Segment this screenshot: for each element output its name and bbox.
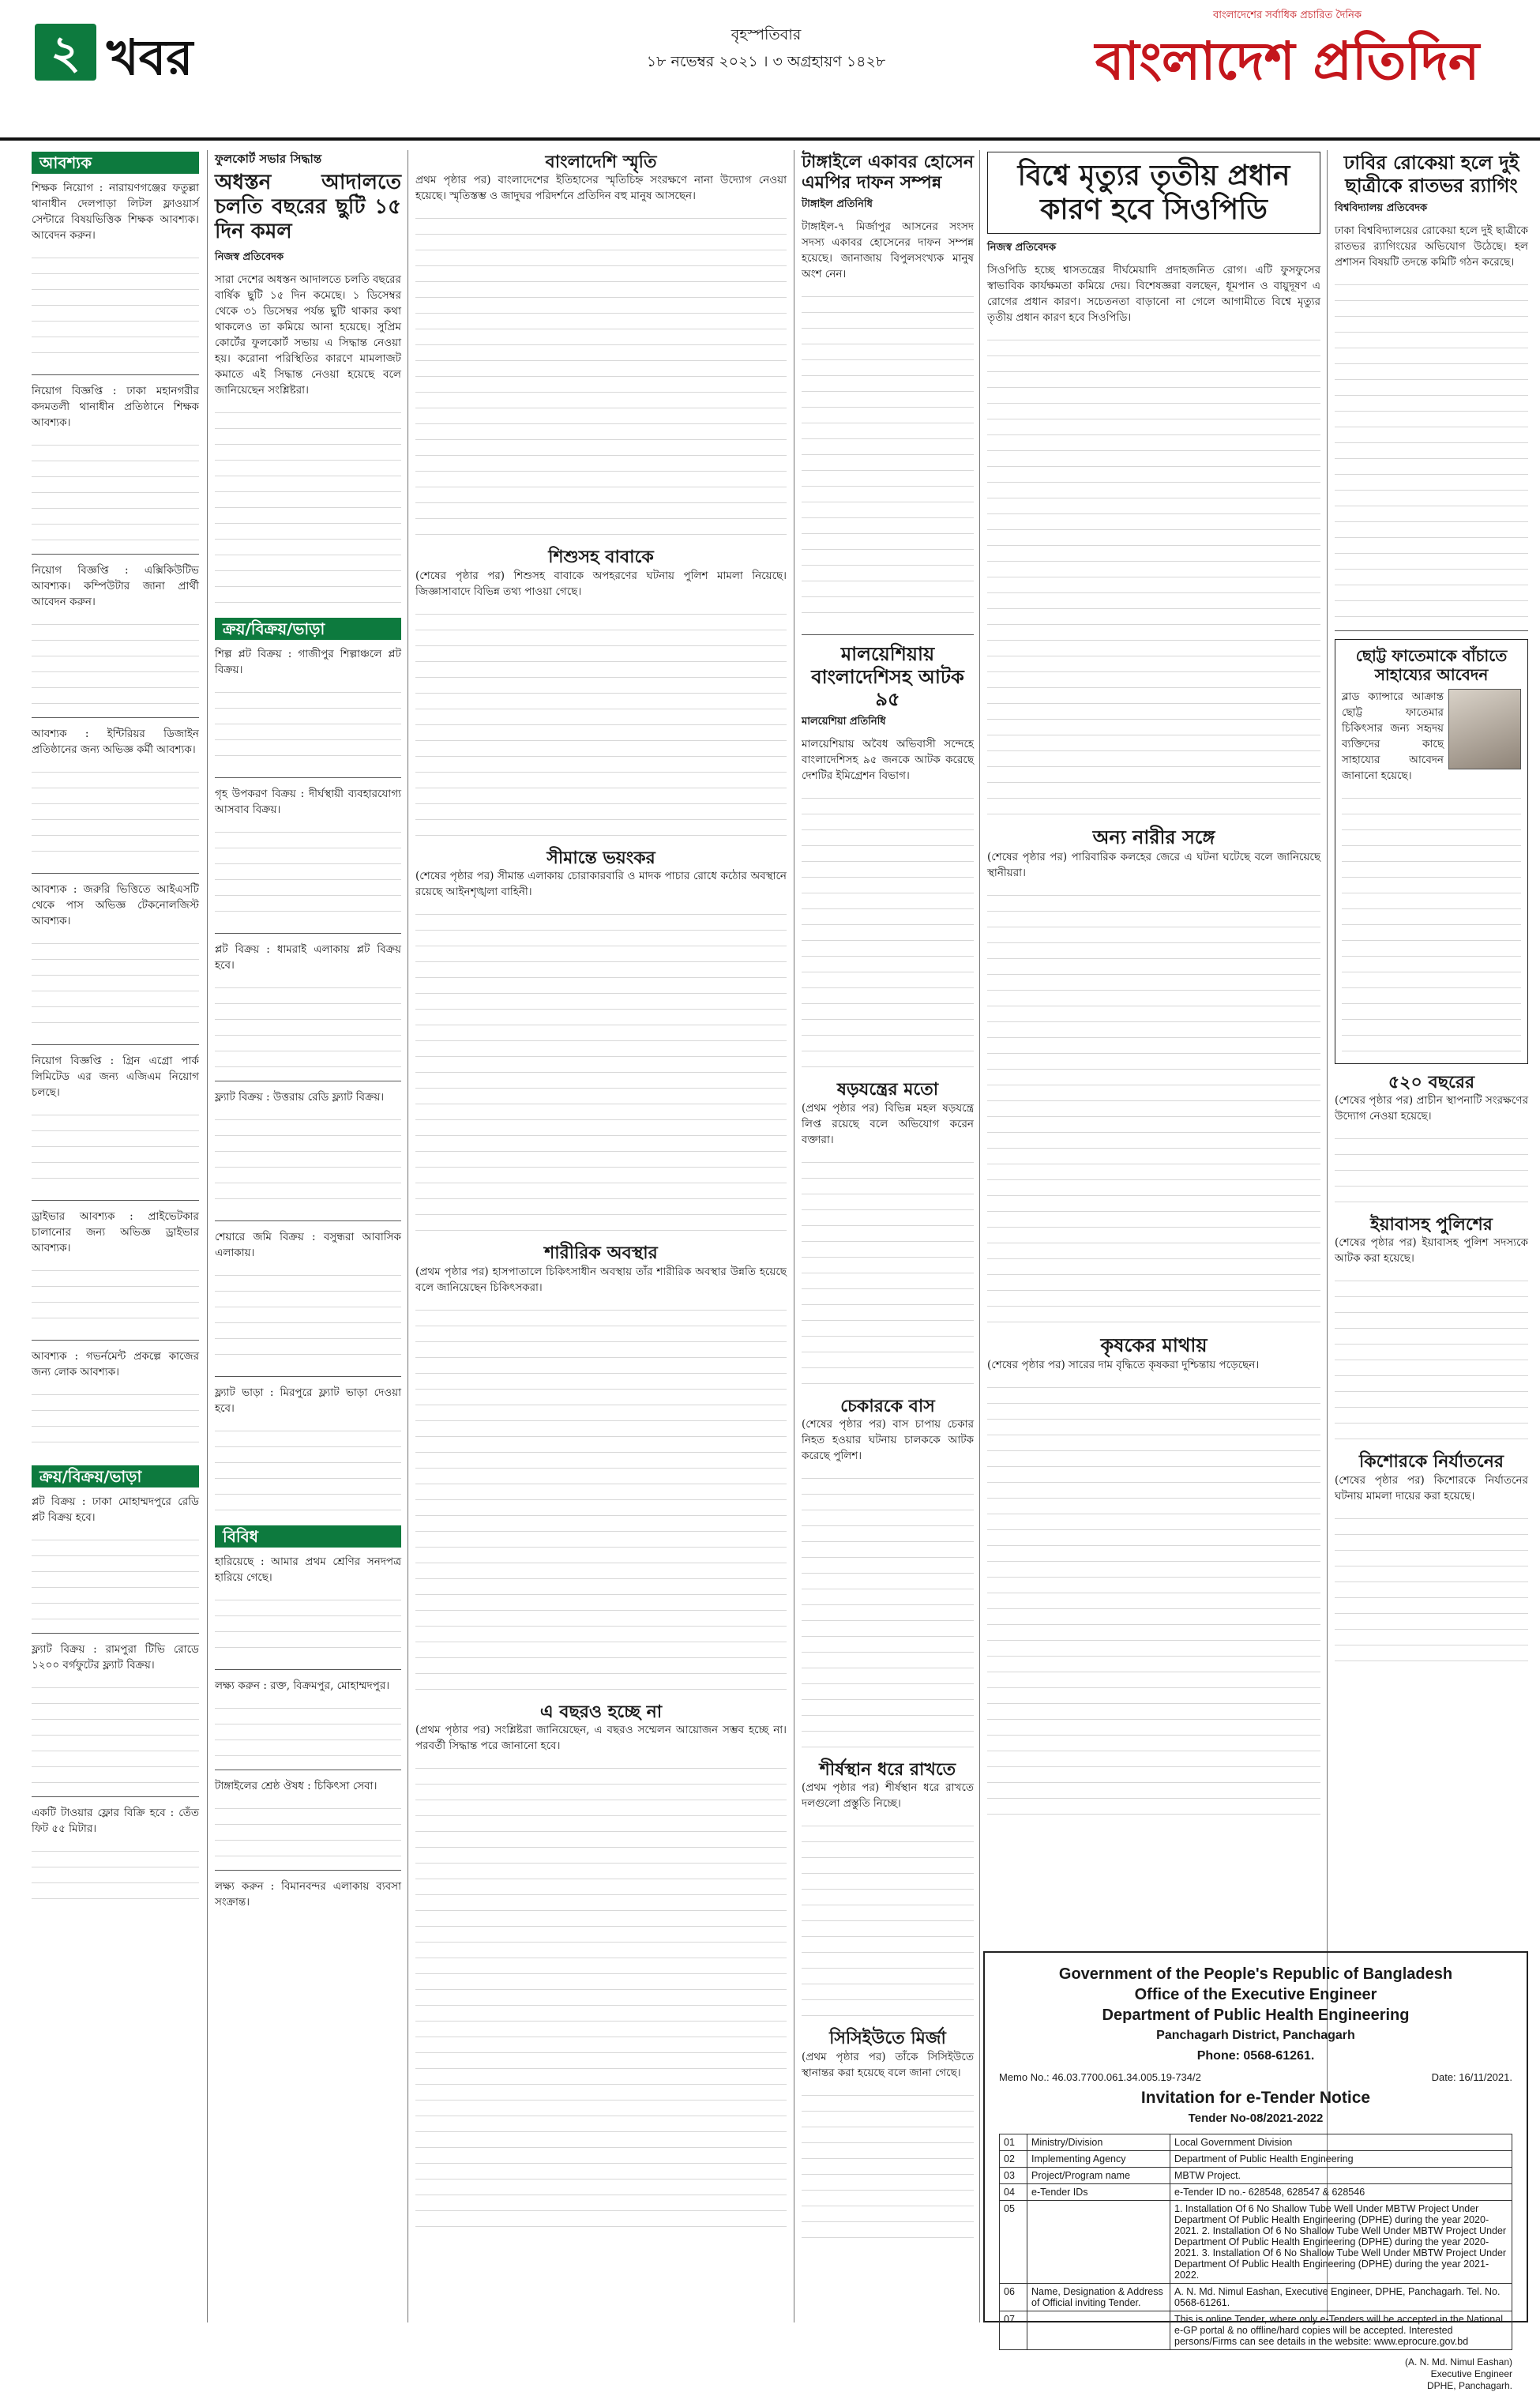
tender-number: Tender No-08/2021-2022	[1188, 2112, 1324, 2125]
classified-text-block	[32, 1261, 199, 1332]
article-text-block	[1335, 275, 1528, 622]
article-text-block	[802, 2085, 974, 2243]
article-headline: মালয়েশিয়ায় বাংলাদেশিসহ আটক ৯৫	[811, 641, 964, 711]
article-body: (প্রথম পৃষ্ঠার পর) সংশ্লিষ্টরা জানিয়েছেন, এ বছরও সম্মেলন আয়োজন সম্ভব হচ্ছে না। পরবর্তী সিদ্ধান্ত পরে জানানো হবে।	[415, 1723, 787, 1752]
classifieds-column	[32, 152, 199, 2324]
classified-text-block	[32, 435, 199, 546]
article-byline: নিজস্ব প্রতিবেদক	[987, 242, 1057, 254]
article-text-block	[1335, 1509, 1528, 1667]
tender-cell-no: 02	[1000, 2151, 1027, 2168]
classified-text-block	[215, 1799, 401, 1862]
article-headline: শিশুসহ বাবাকে	[548, 547, 654, 568]
tender-row	[1000, 2284, 1512, 2311]
article-headline: সীমান্তে ভয়ংকর	[547, 847, 655, 868]
article-body: (প্রথম পৃষ্ঠার পর) শীর্ষস্থান ধরে রাখতে দলগুলো প্রস্তুতি নিচ্ছে।	[802, 1781, 974, 1811]
article-headline: ষড়যন্ত্রের মতো	[836, 1079, 939, 1100]
article-kicker: ফুলকোর্ট সভার সিদ্ধান্ত	[215, 152, 322, 166]
classified-text-block	[32, 762, 199, 865]
article-body: (শেষের পৃষ্ঠার পর) সারের দাম বৃদ্ধিতে কৃষকরা দুশ্চিন্তায় পড়েছেন।	[987, 1358, 1260, 1371]
tender-district: Panchagarh District, Panchagarh	[1156, 2029, 1355, 2042]
classified-item: গৃহ উপকরণ বিক্রয় : দীর্ঘস্থায়ী ব্যবহারযোগ্য আসবাব বিক্রয়।	[215, 787, 401, 816]
logo-tagline: বাংলাদেশের সর্বাধিক প্রচারিত দৈনিক	[1212, 9, 1362, 21]
tender-cell-value: Department of Public Health Engineering	[1170, 2151, 1512, 2168]
article-body: (প্রথম পৃষ্ঠার পর) হাসপাতালে চিকিৎসাধীন অবস্থায় তাঁর শারীরিক অবস্থার উন্নতি হয়েছে বলে জানিয়েছেন চিকিৎসকরা।	[415, 1265, 787, 1294]
article-body: টাঙ্গাইল-৭ মির্জাপুর আসনের সংসদ সদস্য একাবর হোসেনের দাফন সম্পন্ন হয়েছে। জানাজায় বিপুলসংখ্যক মানুষ অংশ নেন।	[802, 220, 974, 280]
tender-cell-no: 07	[1000, 2311, 1027, 2350]
tender-cell-no: 01	[1000, 2134, 1027, 2151]
classified-item: শেয়ারে জমি বিক্রয় : বসুন্ধরা আবাসিক এলাকায়।	[215, 1230, 401, 1259]
article-headline: অন্য নারীর সঙ্গে	[1092, 826, 1215, 849]
tender-cell-no: 04	[1000, 2184, 1027, 2201]
tender-row	[1000, 2184, 1512, 2201]
tender-cell-no: 06	[1000, 2284, 1027, 2311]
dateline	[545, 22, 987, 77]
tender-date: Date: 16/11/2021.	[1431, 2071, 1512, 2083]
date: ১৮ নভেম্বর ২০২১ । ৩ অগ্রহায়ণ ১৪২৮	[646, 53, 886, 70]
tender-cell-label: Ministry/Division	[1027, 2134, 1170, 2151]
article-headline: ৫২০ বছরের	[1388, 1071, 1475, 1093]
tender-cell-value: Local Government Division	[1170, 2134, 1512, 2151]
article-byline: মালয়েশিয়া প্রতিনিধি	[802, 716, 886, 728]
article-text-block	[415, 1758, 787, 2232]
classified-text-block	[32, 1385, 199, 1456]
article-text-block	[415, 905, 787, 1236]
classified-item: আবশ্যক : জরুরি ভিত্তিতে আইএসটি থেকে পাস অভিজ্ঞ টেকনোলজিস্ট আবশ্যক।	[32, 883, 199, 927]
article-headline: ছোট্ট ফাতেমাকে বাঁচাতে সাহায্যের আবেদন	[1355, 645, 1508, 684]
classified-text-block	[215, 978, 401, 1073]
article-headline: বিশ্বে মৃত্যুর তৃতীয় প্রধান কারণ হবে সিওপিডি	[1017, 159, 1290, 227]
tender-table	[999, 2134, 1512, 2350]
tender-cell-label	[1027, 2201, 1170, 2284]
tender-office: Office of the Executive Engineer	[1134, 1986, 1377, 2003]
classified-item: টাঙ্গাইলের শ্রেষ্ঠ ঔষধ : চিকিৎসা সেবা।	[215, 1779, 377, 1792]
tender-memo-row	[999, 2071, 1512, 2083]
classified-item: নিয়োগ বিজ্ঞপ্তি : ঢাকা মহানগরীর কদমতলী থানাধীন প্রতিষ্ঠানে শিক্ষক আবশ্যক।	[32, 385, 199, 429]
weekday: বৃহস্পতিবার	[731, 26, 802, 43]
article-headline: কৃষকের মাথায়	[1100, 1333, 1208, 1357]
appeal-box	[1335, 639, 1528, 1064]
classified-item: নিয়োগ বিজ্ঞপ্তি : এক্সিকিউটিভ আবশ্যক। কম্পিউটার জানা প্রার্থী আবেদন করুন।	[32, 564, 199, 608]
classified-item: আবশ্যক : গভর্নমেন্ট প্রকল্পে কাজের জন্য লোক আবশ্যক।	[32, 1350, 199, 1378]
article-byline: টাঙ্গাইল প্রতিনিধি	[802, 197, 873, 210]
classifieds-column-2	[215, 152, 401, 2324]
classified-text-block	[32, 1678, 199, 1788]
tender-cell-label: Implementing Agency	[1027, 2151, 1170, 2168]
classified-item: প্লট বিক্রয় : ধামরাই এলাকায় প্লট বিক্রয় হবে।	[215, 942, 401, 972]
article-body: প্রথম পৃষ্ঠার পর) বাংলাদেশের ইতিহাসের স্মৃতিচিহ্ন সংরক্ষণে নানা উদ্যোগ নেওয়া হয়েছে। স্মৃতিস্তম্ভ ও জাদুঘর পরিদর্শনে প্রতিদিন বহু মানুষ আসছেন।	[415, 174, 787, 203]
classifieds-heading-misc: বিবিধ	[215, 1525, 401, 1548]
article-text-block	[987, 330, 1320, 820]
classified-item: প্লট বিক্রয় : ঢাকা মোহাম্মদপুরে রেডি প্লট বিক্রয় হবে।	[32, 1495, 199, 1524]
tender-cell-label: e-Tender IDs	[1027, 2184, 1170, 2201]
article-text-block	[802, 1153, 974, 1390]
classified-text-block	[32, 248, 199, 367]
tender-cell-value: This is online Tender, where only e-Tenders will be accepted in the National e-GP portal & no offline/hard copies will be accepted. Interested persons/Firms can see details in the website: www.eprocure.gov.bd	[1170, 2311, 1512, 2350]
article-text-block	[802, 1816, 974, 2022]
classified-text-block	[215, 683, 401, 769]
tender-row	[1000, 2151, 1512, 2168]
classified-text-block	[32, 1841, 199, 1912]
classified-item: লক্ষ্য করুন : রক্ত, বিক্রমপুর, মোহাম্মদপুর।	[215, 1679, 390, 1692]
article-text-block	[215, 403, 401, 608]
tender-cell-label: Project/Program name	[1027, 2168, 1170, 2184]
classified-item: ফ্ল্যাট বিক্রয় : রামপুরা টিভি রোডে ১২০০ বর্গফুটের ফ্ল্যাট বিক্রয়।	[32, 1643, 199, 1672]
news-column-narrow	[802, 152, 974, 2324]
newspaper-logo	[1066, 8, 1508, 126]
column-divider	[207, 150, 208, 2322]
article-headline: ইয়াবাসহ পুলিশের	[1370, 1213, 1493, 1235]
page-number-badge: ২	[35, 24, 96, 81]
classified-text-block	[215, 1421, 401, 1516]
article-headline: ঢাবির রোকেয়া হলে দুই ছাত্রীকে রাতভর র‍্যাগিং	[1343, 151, 1519, 197]
article-headline: এ বছরও হচ্ছে না	[539, 1701, 663, 1722]
tender-row	[1000, 2134, 1512, 2151]
article-body: (শেষের পৃষ্ঠার পর) বাস চাপায় চেকার নিহত হওয়ার ঘটনায় চালককে আটক করেছে পুলিশ।	[802, 1417, 974, 1462]
article-text-block	[1335, 1271, 1528, 1445]
tender-cell-no: 05	[1000, 2201, 1027, 2284]
tender-signature	[999, 2356, 1512, 2392]
tender-cell-value: e-Tender ID no.- 628548, 628547 & 628546	[1170, 2184, 1512, 2201]
classified-item: ফ্ল্যাট বিক্রয় : উত্তরায় রেডি ফ্ল্যাট বিক্রয়।	[215, 1090, 385, 1104]
article-body: সারা দেশের অধস্তন আদালতে চলতি বছরের বার্ষিক ছুটি ১৫ দিন কমেছে। ১ ডিসেম্বর থেকে ৩১ ডিসেম্বর পর্যন্ত ছুটি থাকার কথা থাকলেও তা কমিয়ে আনা হয়েছে। সুপ্রিম কোর্টের ফুলকোর্ট সভায় এ সিদ্ধান্ত নেওয়া হয়। করোনা পরিস্থিতির কারণে মামলাজট কমাতে এই সিদ্ধান্ত নেওয়া হয়েছে বলে জানিয়েছেন সংশ্লিষ্টরা।	[215, 273, 401, 397]
article-text-block	[415, 1300, 787, 1695]
article-text-block	[415, 209, 787, 540]
classified-item: একটি টাওয়ার ফ্লোর বিক্রি হবে : তেঁত ফিট ৫৫ মিটার।	[32, 1807, 199, 1835]
classified-text-block	[32, 1530, 199, 1625]
article-headline: বাংলাদেশি স্মৃতি	[545, 152, 657, 172]
article-body: (শেষের পৃষ্ঠার পর) শিশুসহ বাবাকে অপহরণের ঘটনায় পুলিশ মামলা নিয়েছে। জিজ্ঞাসাবাদে বিভিন্ন তথ্য পাওয়া গেছে।	[415, 569, 787, 598]
tender-notice	[983, 1951, 1528, 2391]
article-text-block	[802, 788, 974, 1073]
column-divider	[979, 150, 980, 2322]
article-text-block	[1342, 788, 1521, 1057]
article-body: মালয়েশিয়ায় অবৈধ অভিবাসী সন্দেহে বাংলাদেশিসহ ৯৫ জনকে আটক করেছে দেশটির ইমিগ্রেশন বিভাগ।	[802, 738, 974, 783]
article-text-block	[1335, 1129, 1528, 1208]
article-body: (শেষের পৃষ্ঠার পর) ইয়াবাসহ পুলিশ সদস্যকে আটক করা হয়েছে।	[1335, 1236, 1528, 1266]
masthead	[0, 0, 1540, 141]
tender-row	[1000, 2311, 1512, 2350]
article-body: (প্রথম পৃষ্ঠার পর) বিভিন্ন মহল ষড়যন্ত্রে লিপ্ত রয়েছে বলে অভিযোগ করেন বক্তারা।	[802, 1101, 974, 1146]
lead-column	[987, 152, 1320, 1945]
signatory-title: Executive Engineer	[1430, 2368, 1512, 2379]
classified-item: আবশ্যক : ইন্টিরিয়র ডিজাইন প্রতিষ্ঠানের জন্য অভিজ্ঞ কর্মী আবশ্যক।	[32, 728, 199, 756]
article-byline: বিশ্ববিদ্যালয় প্রতিবেদক	[1335, 201, 1428, 214]
news-column	[415, 152, 787, 2324]
classified-item: ফ্ল্যাট ভাড়া : মিরপুরে ফ্ল্যাট ভাড়া দেওয়া হবে।	[215, 1386, 401, 1415]
article-body: (শেষের পৃষ্ঠার পর) প্রাচীন স্থাপনাটি সংরক্ষণের উদ্যোগ নেওয়া হয়েছে।	[1335, 1093, 1528, 1123]
classified-text-block	[32, 615, 199, 709]
article-text-block	[987, 1378, 1320, 1820]
classifieds-heading-wanted: আবশ্যক	[32, 152, 199, 174]
logo-name: বাংলাদেশ প্রতিদিন	[1095, 30, 1480, 92]
article-headline: সিসিইউতে মির্জা	[829, 2028, 946, 2049]
tender-memo: Memo No.: 46.03.7700.061.34.005.19-734/2	[999, 2071, 1201, 2083]
classified-item: লক্ষ্য করুন : বিমানবন্দর এলাকায় ব্যবসা সংক্রান্ত।	[215, 1879, 401, 1909]
classified-text-block	[32, 934, 199, 1036]
classified-text-block	[215, 1110, 401, 1213]
tender-row	[1000, 2201, 1512, 2284]
tender-phone: Phone: 0568-61261.	[1196, 2049, 1315, 2063]
tender-dept: Department of Public Health Engineering	[1102, 2006, 1410, 2024]
classified-item: শিক্ষক নিয়োগ : নারায়ণগঞ্জের ফতুল্লা থানাধীন দেলপাড়া লিটল ফ্লাওয়ার্স সেন্টারে বিষয়ভিত্তিক শিক্ষক আবশ্যক। আবেদন করুন।	[32, 182, 199, 242]
classified-item: ড্রাইভার আবশ্যক : প্রাইভেটকার চালানোর জন্য অভিজ্ঞ ড্রাইভার আবশ্যক।	[32, 1210, 199, 1254]
classified-item: হারিয়েছে : আমার প্রথম শ্রেণির সনদপত্র হারিয়ে গেছে।	[215, 1555, 401, 1584]
article-body: (শেষের পৃষ্ঠার পর) পারিবারিক কলহের জেরে এ ঘটনা ঘটেছে বলে জানিয়েছে স্থানীয়রা।	[987, 851, 1320, 880]
section-title: খবর	[107, 28, 193, 86]
classifieds-heading-buysell: ক্রয়/বিক্রয়/ভাড়া	[215, 618, 401, 640]
article-body: (শেষের পৃষ্ঠার পর) কিশোরকে নির্যাতনের ঘটনায় মামলা দায়ের করা হয়েছে।	[1335, 1473, 1528, 1503]
article-headline: টাঙ্গাইলে একাবর হোসেন এমপির দাফন সম্পন্ন	[802, 152, 974, 194]
signatory-name: (A. N. Md. Nimul Eashan)	[1404, 2356, 1512, 2368]
article-text-block	[987, 886, 1320, 1328]
article-headline: কিশোরকে নির্যাতনের	[1359, 1451, 1504, 1472]
article-body: ব্লাড ক্যান্সারে আক্রান্ত ছোট্ট ফাতেমার চিকিৎসার জন্য সহৃদয় ব্যক্তিদের কাছে সাহায্যের আবেদন জানানো হয়েছে।	[1342, 690, 1444, 782]
tender-row	[1000, 2168, 1512, 2184]
signatory-office: DPHE, Panchagarh.	[1426, 2380, 1512, 2391]
tender-cell-value: MBTW Project.	[1170, 2168, 1512, 2184]
lead-headline-box	[987, 152, 1320, 234]
tender-cell-label: Name, Designation & Address of Official inviting Tender.	[1027, 2284, 1170, 2311]
classified-text-block	[32, 1105, 199, 1192]
article-body: ঢাকা বিশ্ববিদ্যালয়ের রোকেয়া হলে দুই ছাত্রীকে রাতভর র‍্যাগিংয়ের অভিযোগ উঠেছে। হল প্রশাসন বিষয়টি তদন্তে কমিটি গঠন করেছে।	[1335, 224, 1528, 269]
classified-item: শিল্প প্লট বিক্রয় : গাজীপুর শিল্পাঞ্চলে প্লট বিক্রয়।	[215, 647, 401, 676]
classifieds-heading-buysell: ক্রয়/বিক্রয়/ভাড়া	[32, 1465, 199, 1487]
article-text-block	[415, 604, 787, 841]
article-body: (শেষের পৃষ্ঠার পর) সীমান্ত এলাকায় চোরাকারবারি ও মাদক পাচার রোধে কঠোর অবস্থানে রয়েছে আইনশৃঙ্খলা বাহিনী।	[415, 870, 787, 899]
article-headline: চেকারকে বাস	[840, 1395, 935, 1416]
classified-text-block	[215, 1590, 401, 1661]
article-body: সিওপিডি হচ্ছে শ্বাসতন্ত্রের দীর্ঘমেয়াদি প্রদাহজনিত রোগ। এটি ফুসফুসের স্বাভাবিক কার্যক্ষমতা কমিয়ে দেয়। বিশেষজ্ঞরা বলছেন, ধূমপান ও বায়ুদূষণ এ রোগের প্রধান কারণ। সচেতনতা বাড়ানো না গেলে আগামীতে বিশ্বে মৃত্যুর তৃতীয় প্রধান কারণ হবে সিওপিডি।	[987, 264, 1320, 325]
article-byline: নিজস্ব প্রতিবেদক	[215, 250, 284, 263]
classified-text-block	[215, 1698, 401, 1762]
article-headline: শীর্ষস্থান ধরে রাখতে	[819, 1758, 956, 1780]
tender-cell-no: 03	[1000, 2168, 1027, 2184]
right-column	[1335, 152, 1528, 1945]
article-headline: শারীরিক অবস্থার	[544, 1243, 658, 1264]
tender-cell-label	[1027, 2311, 1170, 2350]
child-photo	[1448, 689, 1521, 769]
tender-cell-value: 1. Installation Of 6 No Shallow Tube Well Under MBTW Project Under Department Of Public Health Engineering (DPHE) during the year 2020-2021. 2. Installation Of 6 No Shallow Tube Well Under MBTW Project Under Department Of Public Health Engineering (DPHE) during the year 2020-2021. 3. Installation Of 6 No Shallow Tube Well Under MBTW Project Under Department Of Public Health Engineering (DPHE) during the year 2021-2022.	[1170, 2201, 1512, 2284]
classified-text-block	[215, 1266, 401, 1368]
article-text-block	[802, 287, 974, 626]
article-body: (প্রথম পৃষ্ঠার পর) তাঁকে সিসিইউতে স্থানান্তর করা হয়েছে বলে জানা গেছে।	[802, 2050, 974, 2079]
article-text-block	[802, 1469, 974, 1753]
classified-text-block	[215, 822, 401, 925]
tender-title: Invitation for e-Tender Notice	[1140, 2089, 1371, 2107]
classified-item: নিয়োগ বিজ্ঞপ্তি : গ্রিন এগ্রো পার্ক লিমিটেড এর জন্য এজিএম নিয়োগ চলছে।	[32, 1055, 199, 1099]
article-headline: অধস্তন আদালতে চলতি বছরের ছুটি ১৫ দিন কমল	[215, 171, 401, 244]
tender-gov: Government of the People's Republic of Bangladesh	[1058, 1965, 1453, 1983]
tender-cell-value: A. N. Md. Nimul Eashan, Executive Engineer, DPHE, Panchagarh. Tel. No. 0568-61261.	[1170, 2284, 1512, 2311]
